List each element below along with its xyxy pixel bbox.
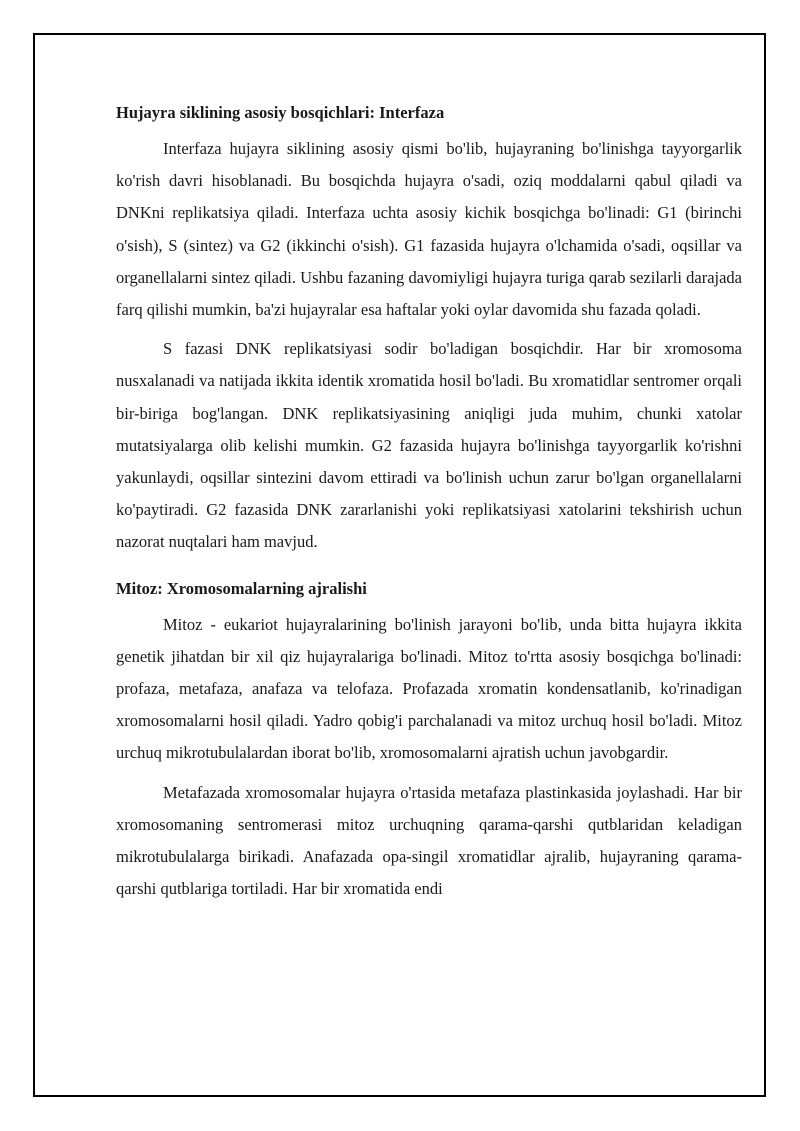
section-heading-mitoz: Mitoz: Xromosomalarning ajralishi: [116, 578, 367, 598]
paragraph-interfaza-overview: Interfaza hujayra siklining asosiy qismi bo'lib, hujayraning bo'linishga tayyorgarlik ko'rish davri hisoblanadi. Bu bosqichda hujayra o'sadi, oziq moddalarni qabul qiladi va DNKni replikatsiya qiladi. Interfaza uchta asosiy kichik bosqichga bo'linadi: G1 (birinchi o'sish), S (sintez) va G2 (ikkinchi o'sish). G1 fazasida hujayra o'lchamida o'sadi, oqsillar va organellalarni sintez qiladi. Ushbu fazaning davomiyligi hujayra turiga qarab sezilarli darajada farq qilishi mumkin, ba'zi hujayralar esa haftalar yoki oylar davomida shu fazada qoladi.: [116, 139, 742, 320]
paragraph-mitoz-overview: Mitoz - eukariot hujayralarining bo'linish jarayoni bo'lib, unda bitta hujayra ikkita genetik jihatdan bir xil qiz hujayralariga bo'linadi. Mitoz to'rtta asosiy bosqichga bo'linadi: profaza, metafaza, anafaza va telofaza. Profazada xromatin kondensatlanib, ko'rinadigan xromosomalarni hosil qiladi. Yadro qobig'i parchalanadi va mitoz urchuq hosil bo'ladi. Mitoz urchuq mikrotubulalardan iborat bo'lib, xromosomalarni ajratish uchun javobgardir.: [116, 614, 742, 763]
paragraph-metafaza: Metafazada xromosomalar hujayra o'rtasida metafaza plastinkasida joylashadi. Har bir xromosomaning sentromerasi mitoz urchuqning qarama-qarshi qutblaridan keladigan mikrotubulalarga birikadi. Anafazada opa-singil xromatidlar ajralib, hujayraning qarama-qarshi qutblariga tortiladi. Har bir xromatida endi: [116, 782, 742, 899]
paragraph-s-phase: S fazasi DNK replikatsiyasi sodir bo'ladigan bosqichdir. Har bir xromosoma nusxalanadi va natijada ikkita identik xromatida hosil bo'ladi. Bu xromatidlar sentromer orqali bir-biriga bog'langan. DNK replikatsiyasining aniqligi juda muhim, chunki xatolar mutatsiyalarga olib kelishi mumkin. G2 fazasida hujayra bo'linishga tayyorgarlik ko'rishni yakunlaydi, oqsillar sintezini davom ettiradi va bo'linish uchun zarur bo'lgan organellalarni ko'paytiradi. G2 fazasida DNK zararlanishi yoki replikatsiyasi xatolarini tekshirish uchun nazorat nuqtalari ham mavjud.: [116, 339, 742, 552]
section-heading-interfaza: Hujayra siklining asosiy bosqichlari: Interfaza: [116, 103, 445, 122]
document-body: [116, 97, 742, 912]
